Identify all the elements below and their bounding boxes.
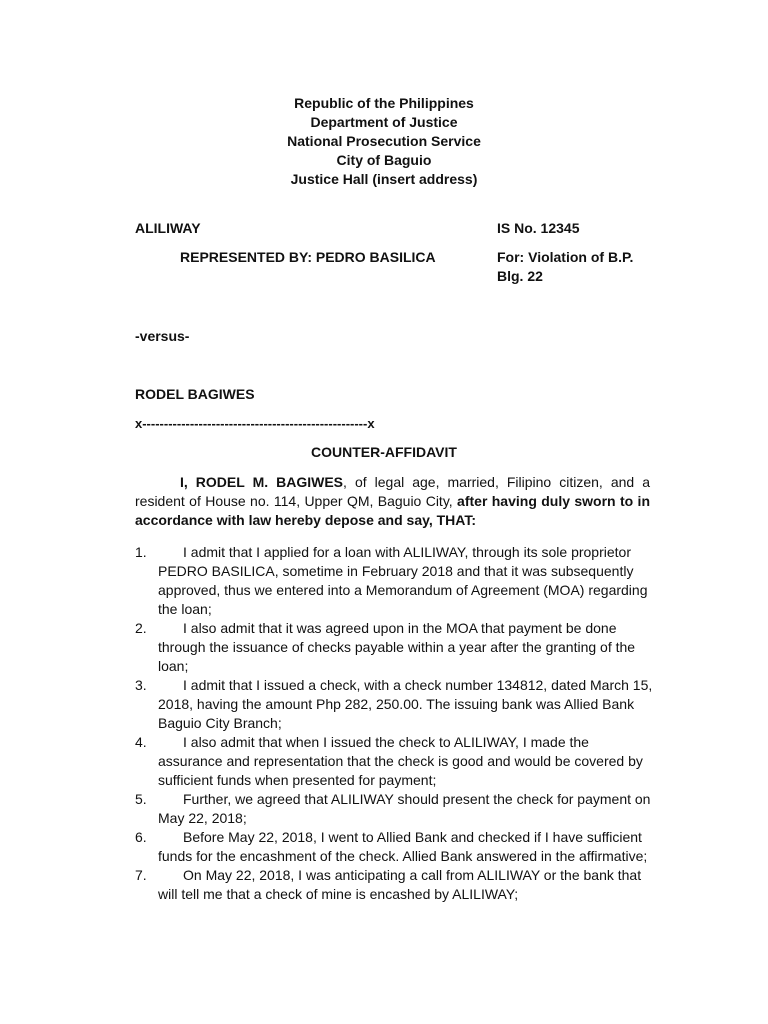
respondent-name: RODEL BAGIWES xyxy=(135,386,255,402)
item-number: 3. xyxy=(135,677,147,693)
item-number: 7. xyxy=(135,867,147,883)
allegations-list xyxy=(135,543,655,904)
item-text: I admit that I applied for a loan with ALILIWAY, through its sole proprietor PEDRO BASILICA, sometime in February 2018 and that it was subsequently approved, thus we entered into a Memorandum of Agreement (MOA) regarding the loan; xyxy=(158,544,648,617)
header-city: City of Baguio xyxy=(336,152,432,168)
violation-line-1: For: Violation of B.P. xyxy=(497,249,634,265)
item-number: 4. xyxy=(135,734,147,750)
document-title: COUNTER-AFFIDAVIT xyxy=(311,444,457,460)
header-justice-hall: Justice Hall (insert address) xyxy=(290,171,478,187)
item-number: 5. xyxy=(135,791,147,807)
item-number: 6. xyxy=(135,829,147,845)
header-republic: Republic of the Philippines xyxy=(294,95,474,111)
item-text: On May 22, 2018, I was anticipating a call from ALILIWAY or the bank that will tell me that a check of mine is encashed by ALILIWAY; xyxy=(158,867,642,902)
item-text: I also admit that it was agreed upon in the MOA that payment be done through the issuance of checks payable within a year after the granting of the loan; xyxy=(158,620,636,674)
list-item xyxy=(135,676,655,733)
item-text: I admit that I issued a check, with a check number 134812, dated March 15, 2018, having the amount Php 282, 250.00. The issuing bank was Allied Bank Baguio City Branch; xyxy=(158,677,653,731)
case-number: IS No. 12345 xyxy=(497,220,580,236)
caption-separator: x----------------------------------------------------x xyxy=(135,416,375,431)
list-item xyxy=(135,543,655,619)
header-prosecution-service: National Prosecution Service xyxy=(287,133,481,149)
item-number: 2. xyxy=(135,620,147,636)
represented-by: REPRESENTED BY: PEDRO BASILICA xyxy=(180,249,436,265)
item-text: Before May 22, 2018, I went to Allied Bank and checked if I have sufficient funds for the encashment of the check. Allied Bank answered in the affirmative; xyxy=(158,829,648,864)
versus-label: -versus- xyxy=(135,328,190,344)
list-item xyxy=(135,828,655,866)
complainant-name: ALILIWAY xyxy=(135,220,201,236)
item-number: 1. xyxy=(135,544,147,560)
list-item xyxy=(135,619,655,676)
item-text: I also admit that when I issued the check to ALILIWAY, I made the assurance and representation that the check is good and would be covered by sufficient funds when presented for payment; xyxy=(158,734,643,788)
list-item xyxy=(135,790,655,828)
list-item xyxy=(135,733,655,790)
affiant-name: I, RODEL M. BAGIWES xyxy=(180,474,344,490)
item-text: Further, we agreed that ALILIWAY should present the check for payment on May 22, 2018; xyxy=(158,791,651,826)
list-item xyxy=(135,866,655,904)
violation-line-2: Blg. 22 xyxy=(497,268,543,284)
header-department: Department of Justice xyxy=(310,114,458,130)
intro-paragraph xyxy=(135,473,650,530)
affiant-details: , of legal age, married, Filipino citizen, and a resident of House no. 114, Upper QM, Baguio City, xyxy=(135,474,650,509)
oath-clause: after having duly sworn to in accordance with law hereby depose and say, THAT: xyxy=(135,493,650,528)
